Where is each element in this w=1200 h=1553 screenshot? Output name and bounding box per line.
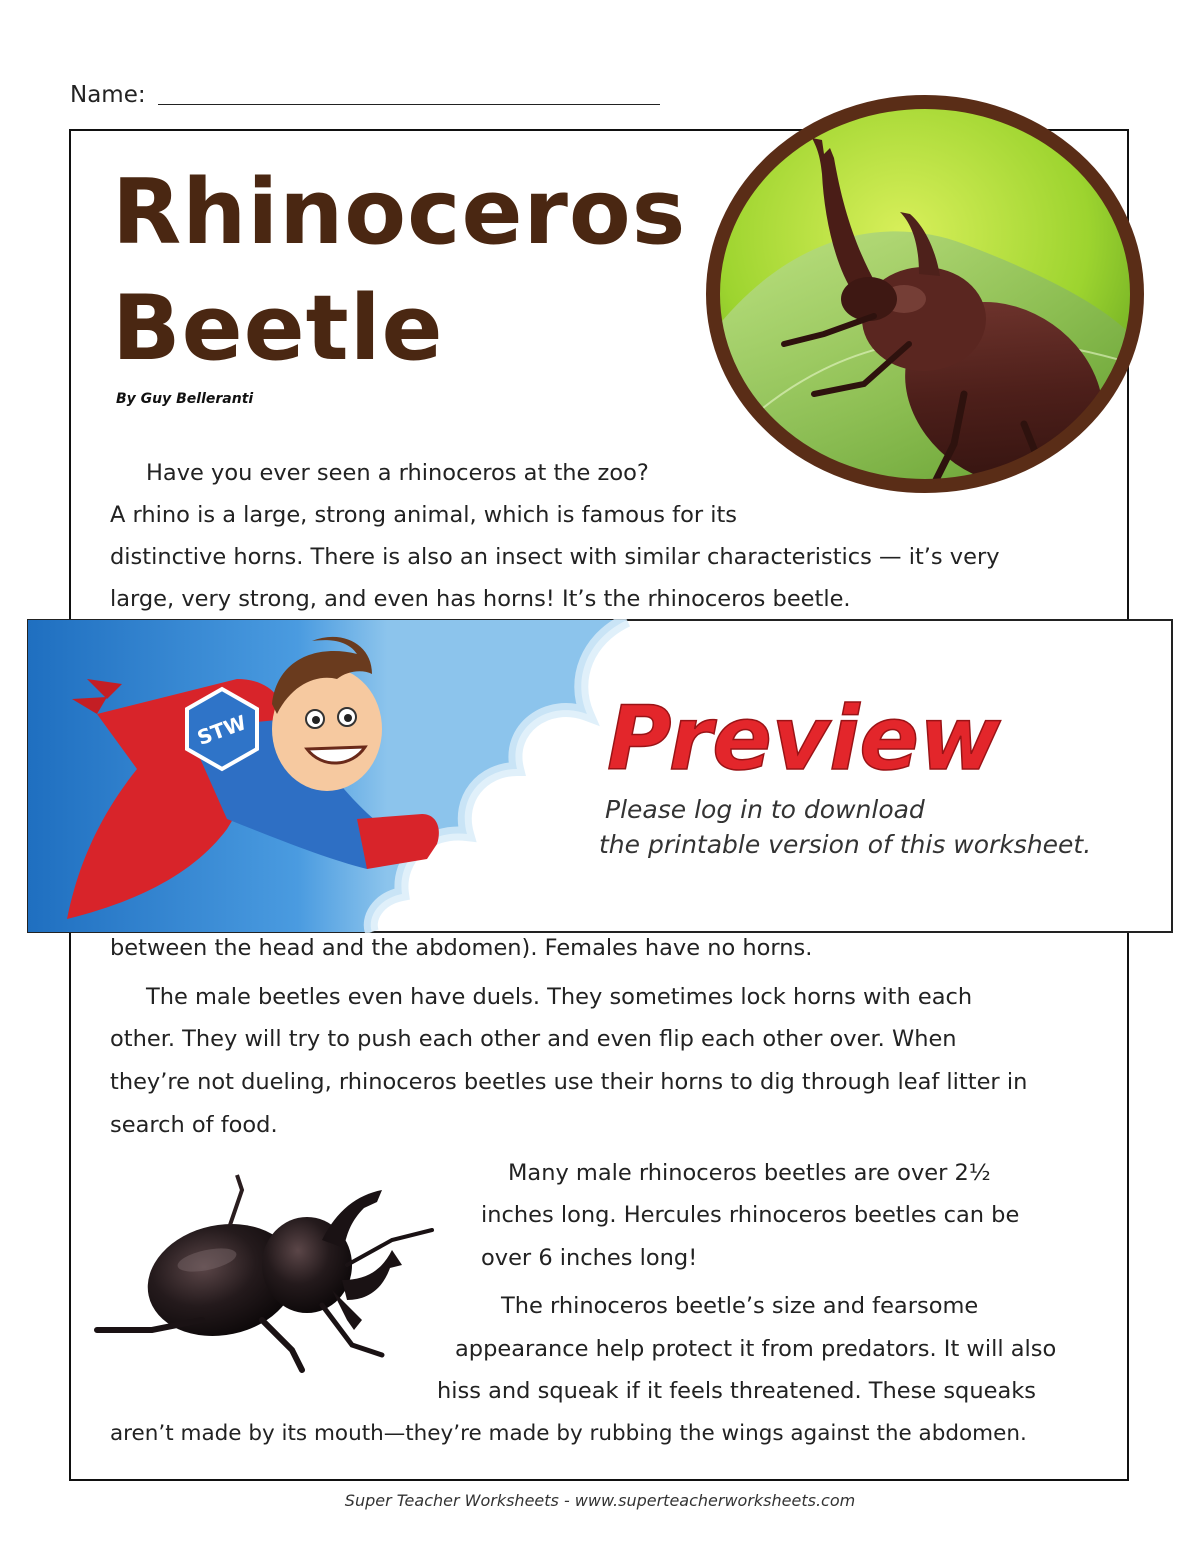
preview-line-2: the printable version of this worksheet. xyxy=(599,830,1092,859)
para-bottom-line-2: inches long. Hercules rhinoceros beetles can be xyxy=(481,1202,1020,1228)
para-top-line-3: distinctive horns. There is also an insect with similar characteristics — it’s very xyxy=(110,544,1000,570)
preview-line-1: Please log in to download xyxy=(605,795,925,824)
para-top-line-2: A rhino is a large, strong animal, which is famous for its xyxy=(110,502,738,528)
para-mid-line-1: between the head and the abdomen). Females have no horns. xyxy=(110,935,813,961)
para-top-line-1: Have you ever seen a rhinoceros at the zoo? xyxy=(146,460,649,486)
para-bottom-line-6: hiss and squeak if it feels threatened. These squeaks xyxy=(437,1378,1036,1404)
badge-text: STW xyxy=(194,710,250,750)
beetle-photo-white xyxy=(92,1170,447,1375)
name-label: Name: xyxy=(70,82,146,108)
para-mid-line-5: search of food. xyxy=(110,1112,278,1138)
para-mid-line-2: The male beetles even have duels. They sometimes lock horns with each xyxy=(146,984,973,1010)
para-bottom-line-5: appearance help protect it from predators. It will also xyxy=(455,1336,1057,1362)
para-bottom-line-1: Many male rhinoceros beetles are over 2½ xyxy=(508,1160,991,1186)
para-bottom-line-4: The rhinoceros beetle’s size and fearsome xyxy=(501,1293,979,1319)
title-line-1: Rhinoceros xyxy=(112,160,687,265)
para-bottom-line-7: aren’t made by its mouth—they’re made by rubbing the wings against the abdomen. xyxy=(110,1421,1027,1446)
preview-heading: Preview xyxy=(607,687,1001,790)
para-mid-line-3: other. They will try to push each other and even flip each other over. When xyxy=(110,1026,957,1052)
name-underline[interactable] xyxy=(158,104,660,105)
footer-credit: Super Teacher Worksheets - www.superteacherworksheets.com xyxy=(344,1491,856,1510)
preview-banner[interactable] xyxy=(27,619,1173,933)
beetle-photo-circle xyxy=(704,94,1146,494)
para-mid-line-4: they’re not dueling, rhinoceros beetles use their horns to dig through leaf litter in xyxy=(110,1069,1028,1095)
title-line-2: Beetle xyxy=(112,276,444,381)
para-bottom-line-3: over 6 inches long! xyxy=(481,1245,698,1271)
para-top-line-4: large, very strong, and even has horns! It’s the rhinoceros beetle. xyxy=(110,586,851,612)
byline: By Guy Belleranti xyxy=(116,391,254,407)
